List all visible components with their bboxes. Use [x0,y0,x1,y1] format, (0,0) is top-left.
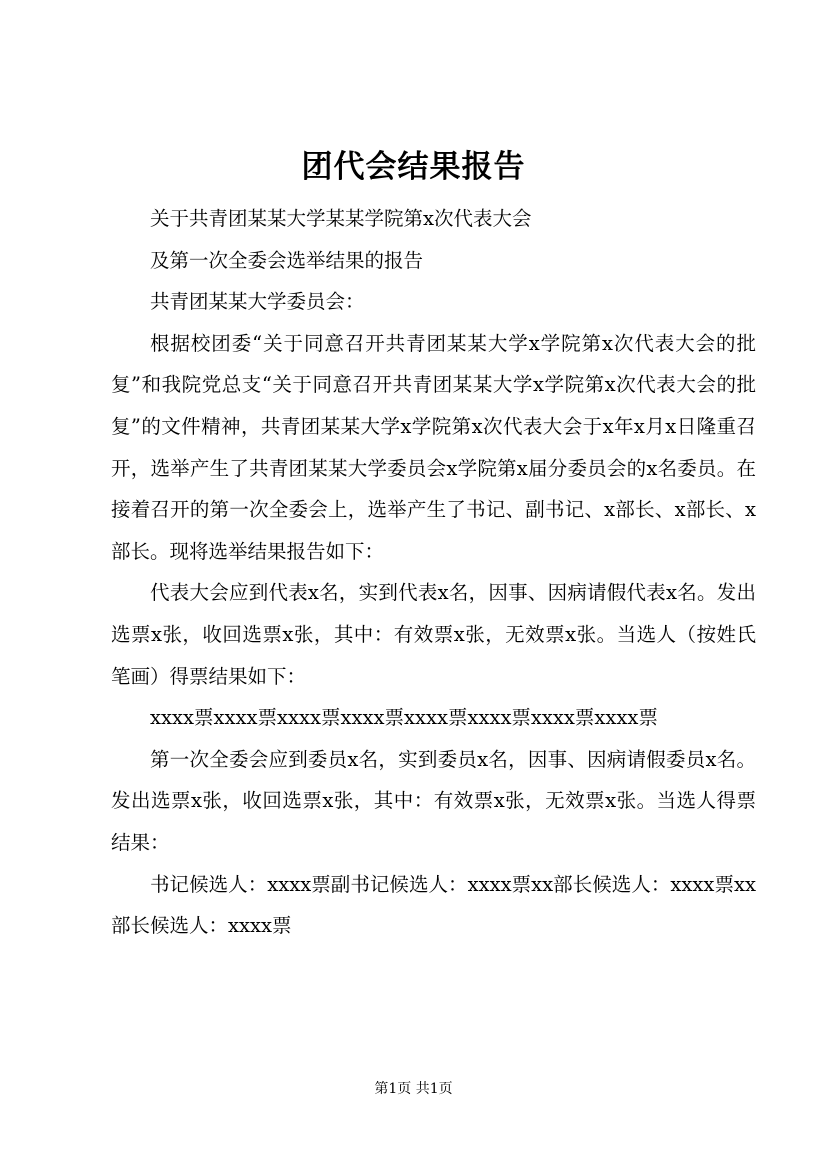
recipient-line: 共青团某某大学委员会： [150,290,365,314]
paragraph-congress-results: xxxx票xxxx票xxxx票xxxx票xxxx票xxxx票xxxx票xxxx票 [150,706,658,730]
paragraph-committee-results: 书记候选人：xxxx票副书记候选人：xxxx票xx部长候选人：xxxx票xx部长候选人：xxxx票 [111,872,756,938]
document-body [111,198,756,947]
paragraph-congress-votes: 代表大会应到代表x名，实到代表x名，因事、因病请假代表x名。发出选票x张，收回选票x张，其中：有效票x张，无效票x张。当选人（按姓氏笔画）得票结果如下： [111,581,756,688]
paragraph-committee-votes: 第一次全委会应到委员x名，实到委员x名，因事、因病请假委员x名。发出选票x张，收回选票x张，其中：有效票x张，无效票x张。当选人得票结果： [111,747,756,854]
document-title: 团代会结果报告 [301,149,526,185]
report-heading-line-1: 关于共青团某某大学某某学院第x次代表大会 [150,207,532,230]
page-footer: 第1页 共1页 [374,1081,453,1097]
paragraph-background: 根据校团委“关于同意召开共青团某某大学x学院第x次代表大会的批复”和我院党总支“关于同意召开共青团某某大学x学院第x次代表大会的批复”的文件精神，共青团某某大学x学院第x次代表大会于x年x月x日隆重召开，选举产生了共青团某某大学委员会x学院第x届分委员会的x名委员。在接着召开的第一次全委会上，选举产生了书记、副书记、x部长、x部长、x部长。现将选举结果报告如下： [111,331,756,563]
report-heading-line-2: 及第一次全委会选举结果的报告 [150,248,424,272]
